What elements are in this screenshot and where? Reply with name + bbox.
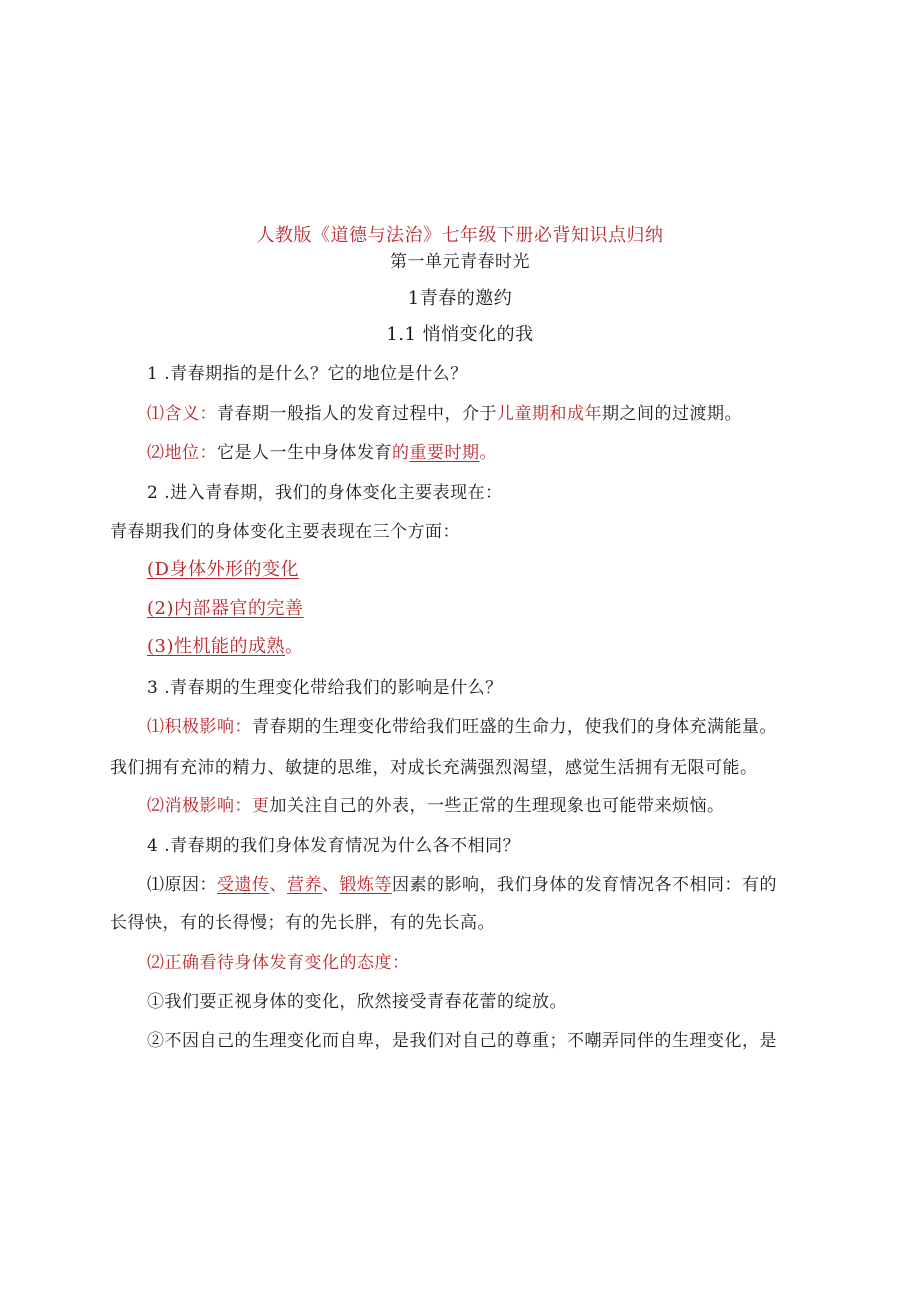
q3-answer-1-line-2: 我们拥有充沛的精力、敏捷的思维，对成长充满强烈渴望，感觉生活拥有无限可能。 — [110, 758, 758, 778]
q1-answer-2 — [147, 441, 497, 465]
q1-answer-2-de: 的 — [392, 443, 410, 463]
q3-answer-1-line-1 — [147, 715, 777, 739]
q1-answer-2-text-a: 它是人一生中身体发育 — [217, 443, 392, 463]
q1-answer-2-highlight: 重要时期 — [409, 443, 480, 463]
q4-answer-1-line-2: 长得快，有的长得慢；有的先长胖，有的先长高。 — [110, 913, 495, 933]
q4-answer-1-h1: 受遗传 — [217, 875, 270, 895]
question-1: 1 .青春期指的是什么？它的地位是什么？ — [147, 364, 468, 384]
q3-answer-1-label: ⑴积极影响： — [147, 717, 252, 737]
q1-answer-1-highlight: 儿童期和成年 — [497, 404, 602, 424]
q1-answer-1-text-b: 期之间的过渡期。 — [602, 404, 742, 424]
q2-item-2: (2)内部器官的完善 — [147, 598, 304, 619]
q4-answer-1-text: 因素的影响，我们身体的发育情况各不相同：有的 — [392, 875, 777, 895]
q2-item-3-end: 。 — [285, 636, 304, 657]
q4-answer-1-h2: 营养 — [287, 875, 322, 895]
question-2: 2 .进入青春期，我们的身体变化主要表现在： — [147, 483, 503, 503]
q4-answer-1-sep1: 、 — [269, 875, 287, 895]
q4-answer-1-label: ⑴原因： — [147, 875, 217, 895]
q4-answer-2-item-1: ①我们要正视身体的变化，欣然接受青春花蕾的绽放。 — [147, 992, 567, 1012]
unit-heading: 第一单元青春时光 — [390, 252, 530, 272]
q4-answer-2-item-2: ②不因自己的生理变化而自卑，是我们对自己的尊重；不嘲弄同伴的生理变化，是 — [147, 1031, 777, 1051]
q2-item-3 — [147, 635, 304, 659]
q1-answer-1-label: ⑴含义： — [147, 404, 217, 424]
q1-answer-2-label: ⑵地位： — [147, 443, 217, 463]
q3-answer-2-highlight: 更 — [252, 796, 270, 816]
section-heading: 1.1 悄悄变化的我 — [386, 324, 534, 345]
q4-answer-1-h3: 锻炼等 — [339, 875, 392, 895]
document-title: 人教版《道德与法治》七年级下册必背知识点归纳 — [256, 225, 664, 246]
q3-answer-1-text: 青春期的生理变化带给我们旺盛的生命力，使我们的身体充满能量。 — [252, 717, 777, 737]
q1-answer-1-text-a: 青春期一般指人的发育过程中，介于 — [217, 404, 497, 424]
q4-answer-1-sep2: 、 — [322, 875, 340, 895]
q3-answer-2 — [147, 794, 725, 818]
lesson-heading: 1青春的邀约 — [407, 288, 513, 309]
q4-answer-2-label: ⑵正确看待身体发育变化的态度： — [147, 953, 410, 973]
q1-answer-1 — [147, 402, 742, 426]
q2-item-1: (D身体外形的变化 — [147, 559, 299, 580]
q1-answer-2-end: 。 — [479, 443, 497, 463]
q2-item-3-text: (3)性机能的成熟 — [147, 636, 285, 657]
question-3: 3 .青春期的生理变化带给我们的影响是什么？ — [147, 678, 503, 698]
q2-intro: 青春期我们的身体变化主要表现在三个方面： — [110, 522, 460, 542]
q4-answer-1-line-1 — [147, 873, 777, 897]
question-4: 4 .青春期的我们身体发育情况为什么各不相同？ — [147, 836, 521, 856]
q3-answer-2-text: 加关注自己的外表，一些正常的生理现象也可能带来烦恼。 — [269, 796, 725, 816]
q3-answer-2-label: ⑵消极影响： — [147, 796, 252, 816]
